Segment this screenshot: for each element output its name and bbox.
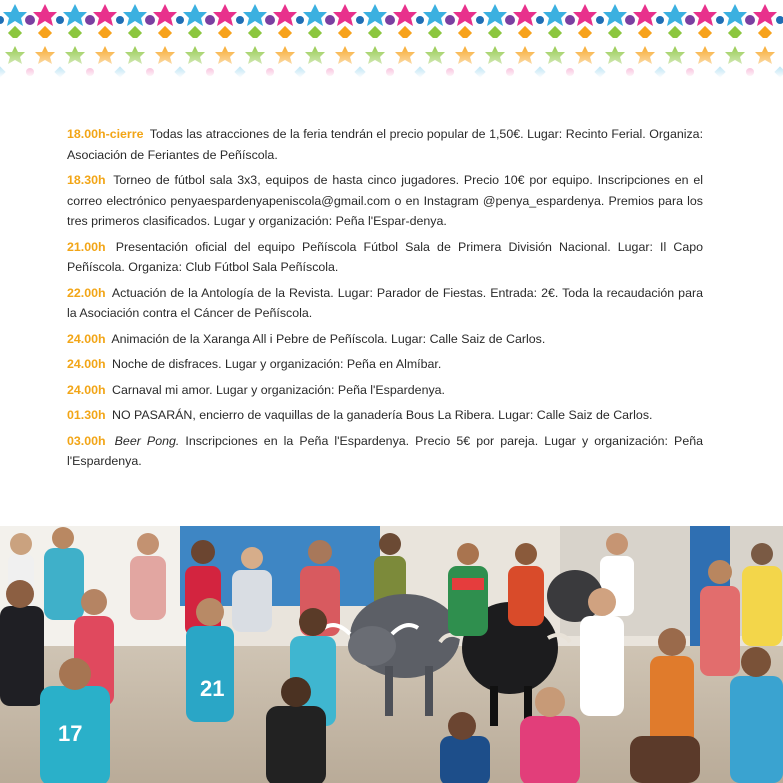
entry-time: 24.00h bbox=[67, 382, 106, 397]
entry-text: Animación de la Xaranga All i Pebre de Peñíscola. Lugar: Calle Saiz de Carlos. bbox=[111, 331, 546, 346]
entry-text: Inscripciones en la Peña l'Espardenya. Precio 5€ por pareja. Lugar y organización: Peña l'Espardenya. bbox=[67, 433, 703, 468]
entry-time: 01.30h bbox=[67, 408, 106, 422]
entry-text: Noche de disfraces. Lugar y organización: Peña en Almíbar. bbox=[112, 357, 442, 371]
program-entry bbox=[67, 237, 703, 278]
festival-crowd-photo bbox=[0, 526, 783, 783]
entry-text: Presentación oficial del equipo Peñíscola Fútbol Sala de Primera División Nacional. Lugar: Il Capo Peñíscola. Organiza: Club Fútbol Sala Peñíscola. bbox=[67, 239, 703, 274]
entry-time: 18.30h bbox=[67, 173, 106, 187]
program-entry bbox=[67, 283, 703, 324]
entry-text: Torneo de fútbol sala 3x3, equipos de hasta cinco jugadores. Precio 10€ por equipo. Inscripciones en el correo electrónico penyaespardenyapeniscola@gmail.com o en Instagram @penya_espardenya. Premios para los tres primeros clasificados. Lugar y organización: Peña l'Espar-denya. bbox=[67, 173, 703, 228]
entry-emphasis: Beer Pong. bbox=[114, 433, 180, 448]
entry-text: Todas las atracciones de la feria tendrán el precio popular de 1,50€. Lugar: Recinto Ferial. Organiza: Asociación de Feriantes de Peñíscola. bbox=[67, 127, 704, 162]
program-entry bbox=[67, 380, 703, 401]
entry-time: 24.00h bbox=[67, 357, 106, 371]
entry-time: 24.00h bbox=[67, 331, 106, 346]
decorative-tile-pattern bbox=[0, 0, 783, 78]
program-entry bbox=[67, 329, 703, 350]
program-entry bbox=[67, 170, 703, 232]
program-schedule bbox=[67, 124, 703, 477]
program-entry bbox=[67, 124, 703, 165]
jersey-number: 21 bbox=[200, 676, 225, 701]
program-entry bbox=[67, 354, 703, 375]
entry-time: 18.00h-cierre bbox=[67, 127, 144, 141]
entry-text: Carnaval mi amor. Lugar y organización: Peña l'Espardenya. bbox=[112, 382, 445, 397]
entry-text: Actuación de la Antología de la Revista. Lugar: Parador de Fiestas. Entrada: 2€. Toda la recaudación para la Asociación contra el Cáncer de Peñíscola. bbox=[67, 285, 703, 320]
program-entry bbox=[67, 405, 703, 426]
entry-text: NO PASARÁN, encierro de vaquillas de la ganadería Bous La Ribera. Lugar: Calle Saiz de Carlos. bbox=[112, 408, 653, 422]
entry-time: 21.00h bbox=[67, 239, 106, 254]
entry-time: 03.00h bbox=[67, 433, 106, 448]
program-entry bbox=[67, 431, 703, 472]
entry-time: 22.00h bbox=[67, 285, 106, 300]
jersey-number: 17 bbox=[58, 721, 83, 746]
